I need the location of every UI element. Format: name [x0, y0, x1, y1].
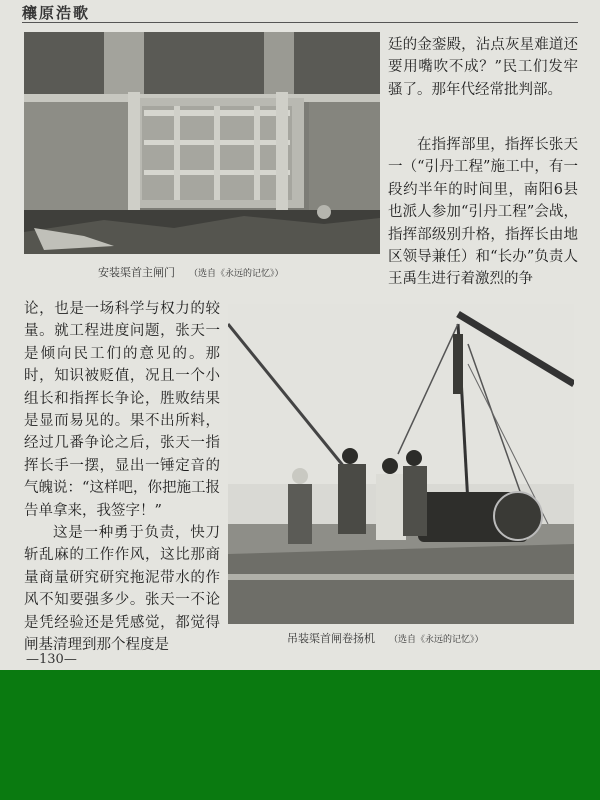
- paragraph-debate: 论，也是一场科学与权力的较量。就工程进度问题，张天一是倾向民工们的意见的。那时，知识被贬值，况且一个小组长和指挥长争论，胜败结果是显而易见的。果不出所料，经过几番争论之后，张天一指挥长手一摆，显出一锤定音的气魄说：“这样吧，你把施工报告单拿来，我签字！”: [24, 301, 220, 519]
- caption-source: （选自《永远的记忆》）: [389, 635, 484, 645]
- text-top-right-continued: [388, 34, 578, 101]
- photo-main-sluice-gate-image: [24, 32, 380, 254]
- paragraph-command-post: 在指挥部里，指挥长张天一（“引丹工程”施工中，有一段约半年的时间里，南阳6县也派人参加“引丹工程”会战，指挥部级别升格，指挥长由地区领导兼任）和“长办”负责人王禹生进行着激烈的争: [388, 137, 578, 288]
- photo-hoisting-winch-caption: [287, 630, 484, 646]
- caption-source: （选自《永远的记忆》）: [189, 269, 284, 279]
- photo-hoisting-winch: [228, 304, 574, 624]
- text-top-right: [388, 134, 578, 291]
- photo-main-sluice-gate: [24, 32, 380, 254]
- bottom-green-area: [0, 670, 600, 800]
- text-left-column: [24, 298, 220, 657]
- page-number: —130—: [26, 652, 77, 667]
- running-header: 穰原浩歌: [22, 4, 91, 22]
- paragraph-work-style: 这是一种勇于负责，快刀斩乱麻的工作作风，这比那商量商量研究研究拖泥带水的作风不知要强多少。张天一不论是凭经验还是凭感觉，都觉得闸基清理到那个程度是: [24, 525, 220, 654]
- paragraph-continued: 廷的金銮殿，沾点灰星难道还要用嘴吹不成？”民工们发牢骚了。那年代经常批判部。: [388, 37, 578, 98]
- caption-text: 安装渠首主闸门: [98, 266, 175, 279]
- photo-main-sluice-gate-caption: [98, 264, 284, 280]
- caption-text: 吊装渠首闸卷扬机: [287, 632, 375, 645]
- photo-hoisting-winch-image: [228, 304, 574, 624]
- header-rule: [22, 22, 578, 23]
